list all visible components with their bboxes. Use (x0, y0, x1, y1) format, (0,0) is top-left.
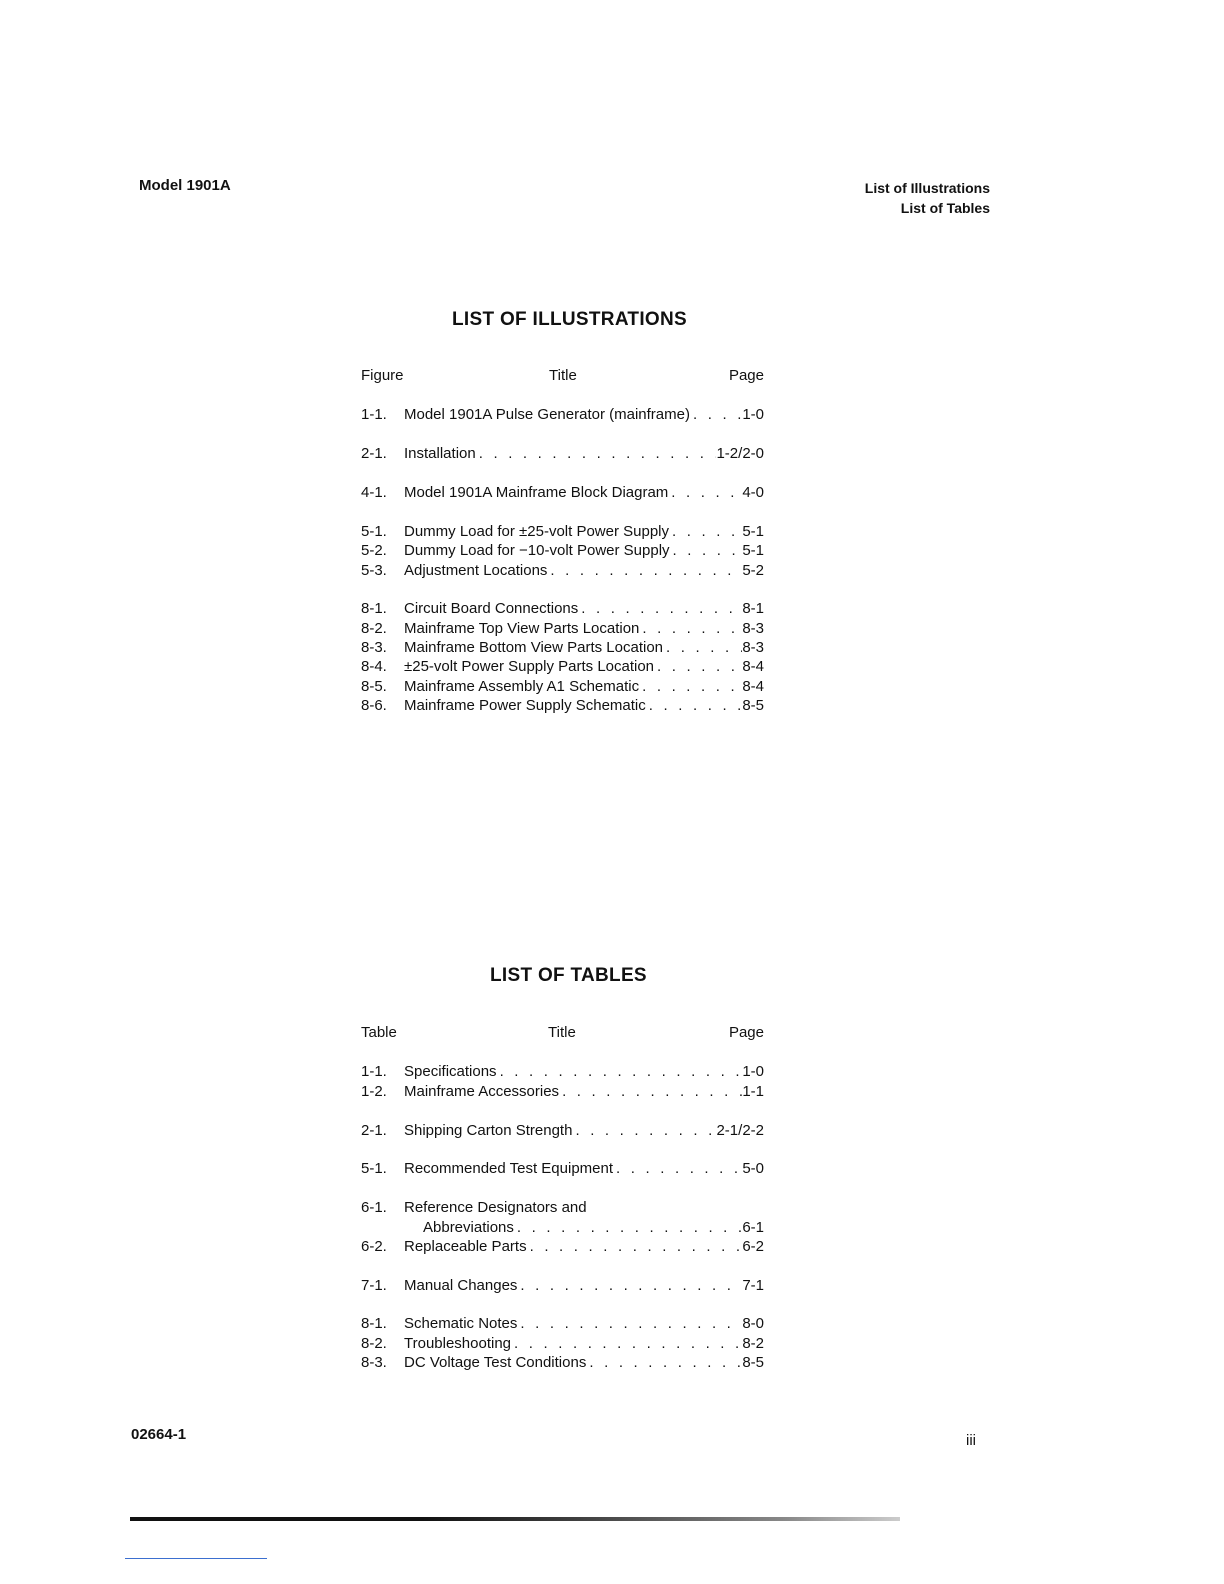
entry-page: 6-2 (742, 1237, 764, 1255)
entry-group-spacer (361, 1296, 764, 1315)
header-list-of-tables: List of Tables (900, 200, 990, 216)
dot-leader (559, 1083, 742, 1100)
dot-leader (527, 1238, 743, 1255)
dot-leader (547, 562, 742, 579)
entry-number: 6-1. (361, 1199, 387, 1217)
entry-title: Mainframe Bottom View Parts Location (404, 639, 664, 657)
entry-title: Specifications (404, 1063, 497, 1081)
dot-leader (639, 620, 742, 637)
entry-page: 5-2 (742, 561, 764, 579)
entry-title: Model 1901A Pulse Generator (mainframe) (404, 406, 690, 424)
entry-page: 7-1 (742, 1276, 764, 1294)
entry-group-spacer (361, 581, 764, 600)
list-item (361, 1063, 764, 1082)
tables-heading: LIST OF TABLES (490, 965, 647, 986)
dot-leader (646, 697, 743, 714)
column-header-title: Title (549, 367, 577, 384)
entry-group-spacer (361, 503, 764, 522)
entry-title: Dummy Load for −10-volt Power Supply (404, 542, 670, 560)
page-number: iii (966, 1432, 976, 1449)
entry-page: 8-3 (742, 639, 764, 657)
entry-title: Schematic Notes (404, 1315, 518, 1333)
entry-page: 8-5 (742, 697, 764, 715)
dot-leader (511, 1335, 742, 1352)
entry-number: 8-3. (361, 639, 387, 657)
entry-page: 1-0 (742, 1063, 764, 1081)
list-item (361, 620, 764, 639)
illustrations-list (361, 367, 764, 717)
list-item (361, 1277, 764, 1296)
entry-title: Replaceable Parts (404, 1237, 527, 1255)
dot-leader (670, 542, 743, 559)
entry-number: 2-1. (361, 445, 387, 463)
list-item (361, 406, 764, 425)
entry-number: 5-1. (361, 1160, 387, 1178)
column-header-table: Table (361, 1024, 397, 1041)
entry-title: Troubleshooting (404, 1334, 512, 1352)
dot-leader (497, 1063, 743, 1080)
entry-title: Mainframe Assembly A1 Schematic (404, 677, 640, 695)
list-item (361, 1354, 764, 1373)
dot-leader (654, 658, 742, 675)
entry-page: 1-0 (742, 406, 764, 424)
dot-leader (578, 600, 742, 617)
list-item (361, 484, 764, 503)
entry-page: 2-1/2-2 (716, 1121, 764, 1139)
list-item (361, 678, 764, 697)
dot-leader (517, 1277, 742, 1294)
dot-leader (690, 406, 742, 423)
dot-leader (613, 1160, 742, 1177)
list-item (361, 1335, 764, 1354)
bottom-rule (130, 1517, 900, 1521)
entry-group-spacer (361, 1102, 764, 1121)
entry-page: 8-4 (742, 658, 764, 676)
header-model: Model 1901A (139, 177, 231, 194)
list-item (361, 1083, 764, 1102)
list-item (361, 600, 764, 619)
illustrations-heading: LIST OF ILLUSTRATIONS (452, 309, 687, 330)
entry-number: 1-1. (361, 406, 387, 424)
entry-number: 8-4. (361, 658, 387, 676)
column-header-page: Page (728, 1024, 764, 1041)
entry-number: 8-1. (361, 600, 387, 618)
entry-title: ±25-volt Power Supply Parts Location (404, 658, 655, 676)
header-section-labels (865, 178, 990, 218)
list-item (361, 562, 764, 581)
entry-group-spacer (361, 426, 764, 445)
entry-title: DC Voltage Test Conditions (404, 1354, 587, 1372)
list-item (361, 445, 764, 464)
list-item (361, 1315, 764, 1334)
list-item (361, 542, 764, 561)
dot-leader (572, 1122, 716, 1139)
list-item (361, 1122, 764, 1141)
entry-group-spacer (361, 387, 764, 406)
entry-page: 1-2/2-0 (716, 445, 764, 463)
column-header-figure: Figure (361, 367, 404, 384)
dot-leader (663, 639, 742, 656)
entry-number: 8-1. (361, 1315, 387, 1333)
dot-leader (586, 1354, 742, 1371)
header-list-of-illustrations: List of Illustrations (864, 180, 990, 196)
entry-number: 6-2. (361, 1237, 387, 1255)
entry-title: Mainframe Power Supply Schematic (404, 697, 646, 715)
entry-group-spacer (361, 1141, 764, 1160)
entry-page: 8-1 (742, 600, 764, 618)
entry-title: Dummy Load for ±25-volt Power Supply (404, 522, 670, 540)
entry-number: 7-1. (361, 1276, 387, 1294)
entry-number: 8-3. (361, 1354, 387, 1372)
dot-leader (517, 1315, 742, 1332)
entry-number: 4-1. (361, 483, 387, 501)
entry-title: Recommended Test Equipment (404, 1160, 614, 1178)
entry-number: 5-1. (361, 522, 387, 540)
entry-title: Abbreviations (423, 1218, 514, 1236)
entry-number: 8-2. (361, 1334, 387, 1352)
column-header-page: Page (728, 367, 764, 384)
tables-column-headers (361, 1024, 764, 1044)
entry-number: 5-3. (361, 561, 387, 579)
entry-title: Reference Designators and (404, 1199, 587, 1217)
entry-page: 5-1 (742, 522, 764, 540)
entry-page: 8-0 (742, 1315, 764, 1333)
entry-title: Circuit Board Connections (404, 600, 579, 618)
entry-page: 5-1 (742, 542, 764, 560)
entry-page: 5-0 (742, 1160, 764, 1178)
entry-group-spacer (361, 1044, 764, 1063)
entry-page: 6-1 (742, 1218, 764, 1236)
entry-page: 8-5 (742, 1354, 764, 1372)
entry-title: Mainframe Top View Parts Location (404, 619, 640, 637)
entry-page: 1-1 (742, 1082, 764, 1100)
list-item (361, 639, 764, 658)
entry-number: 1-2. (361, 1082, 387, 1100)
entry-number: 5-2. (361, 542, 387, 560)
dot-leader (514, 1219, 742, 1236)
dot-leader (639, 678, 742, 695)
entry-number: 2-1. (361, 1121, 387, 1139)
entry-number: 1-1. (361, 1063, 387, 1081)
entry-title: Manual Changes (404, 1276, 518, 1294)
dot-leader (476, 445, 717, 462)
list-item (361, 523, 764, 542)
dot-leader (669, 523, 742, 540)
illustrations-entries (361, 387, 764, 717)
entry-title: Mainframe Accessories (404, 1082, 560, 1100)
column-header-title: Title (548, 1024, 576, 1041)
illustrations-column-headers (361, 367, 764, 387)
entry-title: Model 1901A Mainframe Block Diagram (404, 483, 669, 501)
dot-leader (668, 484, 742, 501)
list-item (361, 1199, 764, 1218)
list-item (361, 1219, 764, 1238)
entry-page: 8-4 (742, 677, 764, 695)
scan-edge-line (125, 1558, 267, 1559)
entry-title: Shipping Carton Strength (404, 1121, 573, 1139)
entry-page: 4-0 (742, 483, 764, 501)
entry-group-spacer (361, 1180, 764, 1199)
entry-group-spacer (361, 465, 764, 484)
tables-list (361, 1024, 764, 1374)
list-item (361, 658, 764, 677)
tables-entries (361, 1044, 764, 1374)
entry-number: 8-2. (361, 619, 387, 637)
entry-page: 8-2 (742, 1334, 764, 1352)
list-item (361, 1238, 764, 1257)
entry-page: 8-3 (742, 619, 764, 637)
entry-number: 8-6. (361, 697, 387, 715)
entry-number: 8-5. (361, 677, 387, 695)
entry-title: Adjustment Locations (404, 561, 548, 579)
list-item (361, 697, 764, 716)
entry-title: Installation (404, 445, 476, 463)
entry-group-spacer (361, 1257, 764, 1276)
list-item (361, 1160, 764, 1179)
document-number: 02664-1 (131, 1426, 187, 1443)
